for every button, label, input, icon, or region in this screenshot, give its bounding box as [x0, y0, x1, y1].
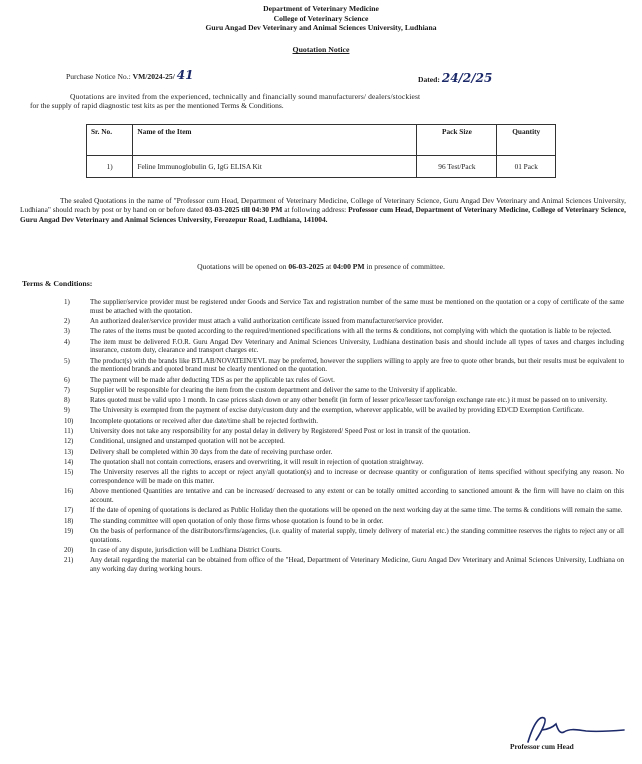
list-item — [64, 556, 624, 573]
list-item — [64, 417, 624, 426]
term-text: Conditional, unsigned and unstamped quotation will not be accepted. — [90, 437, 285, 446]
term-text: The product(s) with the brands like BTLAB/NOVATEIN/EVL may be preferred, however the suppliers willing to apply are free to quote other brands, but their results must be equivalent to the mentioned brands and quoted brand must be clearly mentioned on the quotation. — [90, 356, 624, 374]
term-number: 6) — [64, 375, 70, 384]
signature-title: Professor cum Head — [510, 742, 574, 751]
list-item — [64, 468, 624, 485]
term-number: 15) — [64, 468, 74, 477]
list-item — [64, 338, 624, 355]
term-number: 20) — [64, 545, 74, 554]
items-table — [86, 124, 556, 178]
purchase-notice-number — [66, 68, 193, 82]
intro-paragraph — [30, 92, 620, 111]
term-text: University does not take any responsibility for any postal delay in delivery by Registered/ Speed Post or lost in transit of the quotation. — [90, 427, 471, 436]
term-text: Incomplete quotations or received after due date/time shall be rejected forthwith. — [90, 416, 318, 425]
list-item — [64, 327, 624, 336]
term-number: 19) — [64, 526, 74, 535]
cell-pack-size: 96 Test/Pack — [417, 156, 497, 178]
cell-sr-no: 1) — [87, 156, 133, 178]
term-number: 8) — [64, 396, 70, 405]
col-quantity: Quantity — [497, 125, 556, 156]
term-text: Delivery shall be completed within 30 days from the date of receiving purchase order. — [90, 447, 333, 456]
term-text: Rates quoted must be valid upto 1 month. In case prices slash down or any other benefit (in form of lesser price/lesser tax/foreign exchange rate etc.) it must be passed on to university. — [90, 396, 608, 405]
term-text: In case of any dispute, jurisdiction will be Ludhiana District Courts. — [90, 545, 282, 554]
intro-line-2: for the supply of rapid diagnostic test kits as per the mentioned Terms & Conditions. — [30, 101, 284, 111]
list-item — [64, 487, 624, 504]
list-item — [64, 458, 624, 467]
intro-line-1: Quotations are invited from the experienced, technically and financially sound manufacturers/ dealers/stockiest — [70, 92, 421, 101]
department-name: Department of Veterinary Medicine — [263, 4, 379, 13]
opening-line — [0, 262, 642, 271]
submission-address: Professor cum Head, Department of Veterinary Medicine, College of Veterinary Science, Guru Angad Dev Veterinary and Animal Sciences University, Ferozepur Road, Ludhiana, 141004. — [20, 205, 626, 224]
term-number: 12) — [64, 437, 74, 446]
list-item — [64, 527, 624, 544]
list-item — [64, 357, 624, 374]
term-number: 16) — [64, 487, 74, 496]
col-item-name: Name of the Item — [133, 125, 417, 156]
term-text: The quotation shall not contain corrections, erasers and overwriting, it will result in rejection of quotation straightway. — [90, 457, 424, 466]
term-text: The supplier/service provider must be registered under Goods and Service Tax and registration number of the same must be mentioned on the quotation or a copy of certificate of the same must be attached with the quotation. — [90, 298, 624, 315]
purchase-notice-handwritten: 41 — [176, 68, 194, 82]
term-number: 9) — [64, 406, 70, 415]
list-item — [64, 406, 624, 415]
term-text: On the basis of performance of the distributors/firms/agencies, (i.e. quality of material supply, timely delivery of material etc.) the standing committee reserves the rights to reject any or all quotations. — [90, 526, 624, 544]
date-label: Dated: — [418, 75, 440, 84]
items-table-header — [87, 125, 556, 156]
term-number: 4) — [64, 337, 70, 346]
term-text: The University reserves all the rights to accept or reject any/all quotation(s) and to increase or decrease quantity or configuration of items specified without specifying any reason. No correspondence will be made on this matter. — [90, 468, 624, 485]
notice-title: Quotation Notice — [292, 45, 350, 54]
terms-heading: Terms & Conditions: — [22, 279, 93, 288]
letterhead — [0, 4, 642, 33]
date-handwritten: 24/2/25 — [441, 71, 493, 85]
purchase-notice-value: VM/2024-25/ — [132, 72, 175, 81]
college-name: College of Veterinary Science — [273, 13, 369, 23]
term-text: The University is exempted from the payment of excise duty/custom duty and the exemption, wherever applicable, will be availed by providing ED/CD Exemption Certificate. — [90, 406, 584, 415]
list-item — [64, 517, 624, 526]
opening-time: 04:00 PM — [333, 262, 365, 271]
term-number: 10) — [64, 416, 74, 425]
term-number: 3) — [64, 327, 70, 336]
term-text: The payment will be made after deducting TDS as per the applicable tax rules of Govt. — [90, 375, 335, 384]
opening-tail: in presence of committee. — [366, 262, 445, 271]
term-number: 17) — [64, 506, 74, 515]
col-pack-size: Pack Size — [417, 125, 497, 156]
term-number: 13) — [64, 447, 74, 456]
notice-date — [418, 71, 492, 85]
list-item — [64, 448, 624, 457]
term-number: 11) — [64, 427, 74, 436]
term-number: 18) — [64, 516, 74, 525]
term-number: 2) — [64, 317, 70, 325]
term-number: 14) — [64, 457, 74, 466]
university-name: Guru Angad Dev Veterinary and Animal Sciences University, Ludhiana — [205, 23, 437, 33]
term-text: Any detail regarding the material can be obtained from office of the "Head, Department of Veterinary Medicine, Guru Angad Dev Veterinary and Animal Sciences University, Ludhiana on any working day during working hours. — [90, 556, 624, 573]
list-item — [64, 506, 624, 515]
term-text: The standing committee will open quotation of only those firms whose quotation is found to be in order. — [90, 516, 384, 525]
list-item — [64, 546, 624, 555]
term-text: If the date of opening of quotations is declared as Public Holiday then the quotations will be opened on the next working day at the same time. The terms & conditions will remain the same. — [90, 506, 623, 515]
submission-deadline: 03-03-2025 till 04:30 PM — [204, 205, 283, 215]
list-item — [64, 386, 624, 395]
submission-address-lead: at following address: — [284, 205, 347, 215]
term-text: The item must be delivered F.O.R. Guru Angad Dev Veterinary and Animal Sciences University, Ludhiana destination basis and should include all types of taxes and charges including insurance, custom duty, clearance and transport charges etc. — [90, 337, 624, 355]
signature-mark — [520, 712, 630, 746]
term-text: Supplier will be responsible for clearing the item from the custom department and deliver the same to the University if applicable. — [90, 385, 457, 394]
terms-list — [64, 298, 624, 575]
table-row — [87, 156, 556, 178]
term-text: Above mentioned Quantities are tentative and can be increased/ decreased to any extent or can be totally omitted according to sanctioned amount & the firm will have no claim on this account. — [90, 487, 624, 504]
list-item — [64, 298, 624, 315]
cell-quantity: 01 Pack — [497, 156, 556, 178]
list-item — [64, 396, 624, 405]
opening-date: 06-03-2025 — [288, 262, 324, 271]
term-number: 5) — [64, 356, 70, 365]
term-number: 7) — [64, 385, 70, 394]
list-item — [64, 427, 624, 436]
submission-paragraph — [20, 196, 626, 224]
list-item — [64, 376, 624, 385]
purchase-notice-label: Purchase Notice No.: — [66, 72, 131, 81]
opening-at: at — [325, 262, 332, 271]
list-item — [64, 317, 624, 326]
term-number: 1) — [64, 298, 70, 306]
term-text: An authorized dealer/service provider must attach a valid authorization certificate issued from manufacturer/service provider. — [90, 317, 444, 325]
list-item — [64, 437, 624, 446]
submission-text: The sealed Quotations in the name of "Professor cum Head, Department of Veterinary Medicine, College of Veterinary Science, Guru Angad Dev Veterinary and Animal Sciences University, Ludhiana" should reach by post or by hand on or before dated — [20, 196, 626, 215]
term-text: The rates of the items must be quoted according to the required/mentioned specifications with all the terms & conditions, not complying with which the quotation is liable to be rejected. — [90, 327, 612, 336]
term-number: 21) — [64, 556, 74, 565]
cell-item-name: Feline Immunoglobulin G, IgG ELISA Kit — [133, 156, 417, 178]
opening-text: Quotations will be opened on — [197, 262, 287, 271]
col-sr-no: Sr. No. — [87, 125, 133, 156]
